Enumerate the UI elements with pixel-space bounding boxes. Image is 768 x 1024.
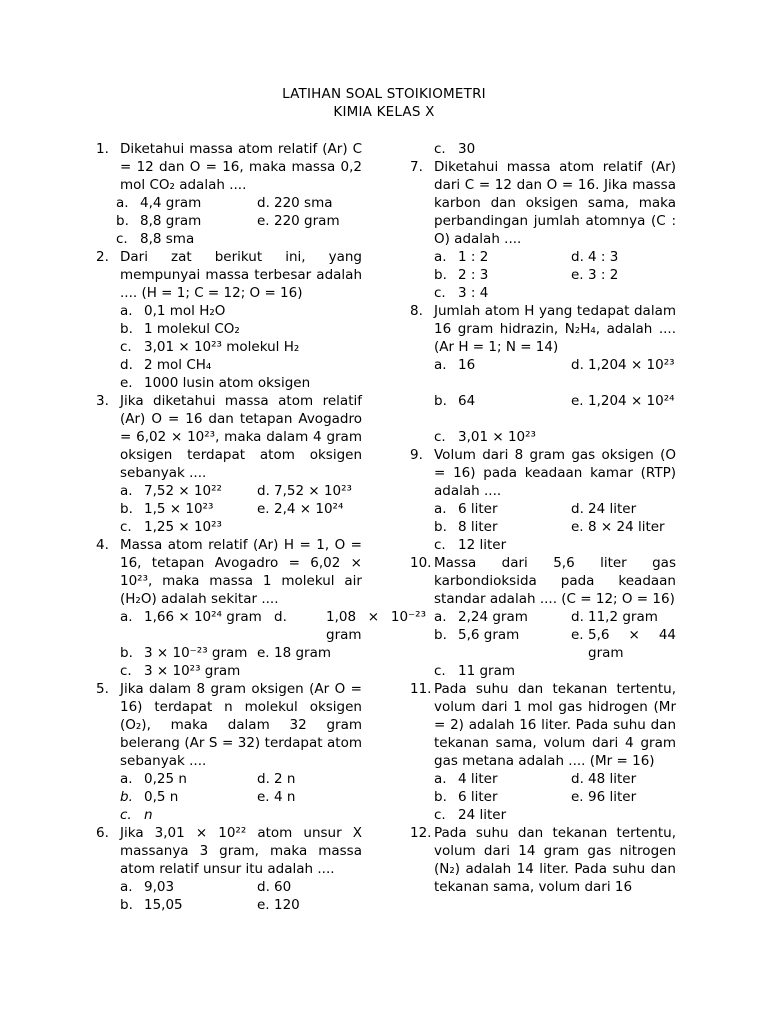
option-text: 7,52 × 10²² (144, 483, 222, 499)
option-text: 5,6 × 44 gram (588, 627, 676, 661)
option-text: 48 liter (588, 771, 637, 787)
option-text: 9,03 (144, 879, 175, 895)
question-12 (410, 824, 676, 896)
option-label: a. (434, 501, 447, 517)
option-label: b. (434, 519, 447, 535)
option-text: 8 liter (458, 519, 498, 535)
option-text: 7,52 × 10²³ (274, 483, 352, 499)
option-text: 12 liter (458, 537, 507, 553)
question-number: 11. (410, 681, 432, 697)
option-text: 24 liter (458, 807, 507, 823)
option-list (410, 608, 676, 680)
option-label: e. (257, 645, 270, 661)
option-list (96, 770, 362, 824)
option-list (96, 608, 426, 680)
option-text: 3,01 × 10²³ molekul H₂ (144, 339, 300, 355)
question-number: 2. (96, 249, 109, 265)
option-label: e. (257, 789, 270, 805)
option-text: 4 : 3 (588, 249, 619, 265)
option-text: 0,5 n (144, 789, 179, 805)
question-4 (96, 536, 426, 680)
question-text: Dari zat berikut ini, yang mempunyai massa terbesar adalah .... (H = 1; C = 12; O = 16) (120, 249, 362, 301)
question-5 (96, 680, 362, 824)
option-label: b. (120, 789, 133, 805)
option-text: 8,8 sma (140, 231, 195, 247)
option-label: c. (120, 807, 132, 823)
question-text: Pada suhu dan tekanan tertentu, volum dari 14 gram gas nitrogen (N₂) adalah 14 liter. Pada suhu dan tekanan sama, volum dari 16 (434, 825, 676, 895)
question-text: Volum dari 8 gram gas oksigen (O = 16) pada keadaan kamar (RTP) adalah .... (434, 447, 676, 499)
option-label: c. (120, 339, 132, 355)
option-text: 96 liter (588, 789, 637, 805)
option-label: d. (571, 249, 584, 265)
question-8 (410, 302, 676, 446)
option-label: d. (120, 357, 133, 373)
option-label: c. (434, 141, 446, 157)
option-text: 1 : 2 (458, 249, 489, 265)
question-number: 4. (96, 537, 109, 553)
option-text: 16 (458, 357, 476, 373)
option-label: a. (434, 357, 447, 373)
question-number: 9. (410, 447, 423, 463)
question-number: 1. (96, 141, 109, 157)
option-label: d. (257, 483, 270, 499)
question-2 (96, 248, 362, 392)
option-text: 3 × 10²³ gram (144, 663, 241, 679)
option-text: 4 n (274, 789, 296, 805)
question-11 (410, 680, 676, 824)
option-label: b. (434, 789, 447, 805)
option-list (96, 194, 362, 248)
option-text: 220 gram (274, 213, 340, 229)
option-text: 1,204 × 10²³ (588, 357, 675, 373)
option-label: a. (434, 609, 447, 625)
option-text: 3 × 10⁻²³ gram (144, 645, 248, 661)
question-text: Massa atom relatif (Ar) H = 1, O = 16, tetapan Avogadro = 6,02 × 10²³, maka massa 1 molekul air (H₂O) adalah sekitar .... (120, 537, 362, 607)
option-label: a. (120, 879, 133, 895)
option-label: e. (571, 789, 584, 805)
question-number: 7. (410, 159, 423, 175)
option-text: 2 : 3 (458, 267, 489, 283)
option-list (410, 356, 676, 446)
option-label: b. (434, 627, 447, 643)
option-text: 64 (458, 393, 476, 409)
option-label: e. (257, 501, 270, 517)
question-text: Diketahui massa atom relatif (Ar) dari C = 12 dan O = 16. Jika massa karbon dan oksigen sama, maka perbandingan jumlah atomnya (C : O) adalah .... (434, 159, 676, 247)
option-label: c. (120, 519, 132, 535)
question-10 (410, 554, 676, 680)
option-text: 0,25 n (144, 771, 187, 787)
question-text: Diketahui massa atom relatif (Ar) C = 12 dan O = 16, maka massa 0,2 mol CO₂ adalah .... (120, 141, 362, 193)
option-text: 18 gram (274, 645, 332, 661)
option-text: 4 liter (458, 771, 498, 787)
option-label: a. (434, 249, 447, 265)
option-label: a. (120, 609, 133, 625)
option-text: n (144, 807, 153, 823)
question-6-continued (410, 140, 676, 158)
question-3 (96, 392, 362, 536)
question-text: Jika diketahui massa atom relatif (Ar) O = 16 dan tetapan Avogadro = 6,02 × 10²³, maka dalam 4 gram oksigen terdapat atom oksigen sebanyak .... (120, 393, 362, 481)
question-text: Jika dalam 8 gram oksigen (Ar O = 16) terdapat n molekul oksigen (O₂), maka dalam 32 gram belerang (Ar S = 32) terdapat atom sebanyak .... (120, 681, 362, 769)
option-label: c. (434, 537, 446, 553)
option-label: c. (434, 429, 446, 445)
option-text: 120 (274, 897, 300, 913)
option-text: 1,204 × 10²⁴ (588, 393, 675, 409)
option-text: 30 (458, 141, 476, 157)
option-label: d. (571, 771, 584, 787)
option-label: b. (120, 501, 133, 517)
option-text: 1,5 × 10²³ (144, 501, 214, 517)
option-text: 3,01 × 10²³ (458, 429, 536, 445)
option-label: c. (434, 807, 446, 823)
option-text: 2,24 gram (458, 609, 528, 625)
option-label: d. (257, 771, 270, 787)
question-text: Jika 3,01 × 10²² atom unsur X massanya 3 gram, maka massa atom relatif unsur itu adalah .... (120, 825, 362, 877)
option-text: 220 sma (274, 195, 333, 211)
question-text: Pada suhu dan tekanan tertentu, volum dari 1 mol gas hidrogen (Mr = 2) adalah 16 liter. Pada suhu dan tekanan sama, volum dari 4 gram gas metana adalah .... (Mr = 16) (434, 681, 676, 769)
option-label: d. (571, 609, 584, 625)
question-7 (410, 158, 676, 302)
option-label: a. (116, 195, 129, 211)
option-label: a. (120, 771, 133, 787)
question-number: 5. (96, 681, 109, 697)
option-label: d. (571, 357, 584, 373)
option-label: e. (571, 627, 584, 643)
option-text: 1000 lusin atom oksigen (144, 375, 311, 391)
option-text: 6 liter (458, 501, 498, 517)
option-label: e. (571, 519, 584, 535)
option-text: 1 molekul CO₂ (144, 321, 240, 337)
question-9 (410, 446, 676, 554)
option-label: b. (434, 267, 447, 283)
option-label: b. (120, 321, 133, 337)
option-label: b. (116, 213, 129, 229)
option-label: e. (257, 213, 270, 229)
option-list (96, 302, 362, 392)
option-text: 2 n (274, 771, 296, 787)
option-label: b. (434, 393, 447, 409)
question-6 (96, 824, 362, 914)
page-subtitle: KIMIA KELAS X (333, 104, 435, 120)
question-text: Massa dari 5,6 liter gas karbondioksida pada keadaan standar adalah .... (C = 12; O = 16) (434, 555, 676, 607)
option-text: 1,25 × 10²³ (144, 519, 222, 535)
option-text: 3 : 2 (588, 267, 619, 283)
option-text: 1,08 × 10⁻²³ gram (326, 609, 426, 643)
option-label: d. (257, 879, 270, 895)
right-column (410, 140, 676, 896)
option-list (410, 770, 676, 824)
question-number: 12. (410, 825, 432, 841)
option-label: c. (434, 285, 446, 301)
question-number: 6. (96, 825, 109, 841)
option-list (410, 248, 676, 302)
option-text: 60 (274, 879, 292, 895)
option-text: 5,6 gram (458, 627, 520, 643)
option-text: 11,2 gram (588, 609, 658, 625)
option-text: 0,1 mol H₂O (144, 303, 226, 319)
option-label: c. (434, 663, 446, 679)
option-text: 3 : 4 (458, 285, 489, 301)
page-title: LATIHAN SOAL STOIKIOMETRI (282, 86, 486, 102)
option-text: 4,4 gram (140, 195, 202, 211)
option-text: 24 liter (588, 501, 637, 517)
option-label: b. (120, 645, 133, 661)
option-label: d. (571, 501, 584, 517)
option-label: e. (571, 393, 584, 409)
question-number: 3. (96, 393, 109, 409)
option-list (96, 878, 362, 914)
option-label: b. (120, 897, 133, 913)
option-label: e. (257, 897, 270, 913)
option-text: 8 × 24 liter (588, 519, 665, 535)
option-text: 2,4 × 10²⁴ (274, 501, 344, 517)
option-label: a. (434, 771, 447, 787)
option-text: 6 liter (458, 789, 498, 805)
option-label: c. (120, 663, 132, 679)
option-list (410, 500, 676, 554)
option-label: a. (120, 303, 133, 319)
left-column (96, 140, 426, 914)
option-label: c. (116, 231, 128, 247)
option-text: 15,05 (144, 897, 183, 913)
option-label: e. (571, 267, 584, 283)
option-text: 8,8 gram (140, 213, 202, 229)
question-number: 10. (410, 555, 432, 571)
question-text: Jumlah atom H yang tedapat dalam 16 gram hidrazin, N₂H₄, adalah .... (Ar H = 1; N = 14) (434, 303, 676, 355)
option-list (96, 482, 362, 536)
option-label: a. (120, 483, 133, 499)
option-label: d. (274, 609, 287, 625)
question-1 (96, 140, 362, 248)
option-text: 2 mol CH₄ (144, 357, 212, 373)
option-label: d. (257, 195, 270, 211)
question-number: 8. (410, 303, 423, 319)
option-text: 11 gram (458, 663, 516, 679)
option-label: e. (120, 375, 133, 391)
option-text: 1,66 × 10²⁴ gram (144, 609, 262, 625)
